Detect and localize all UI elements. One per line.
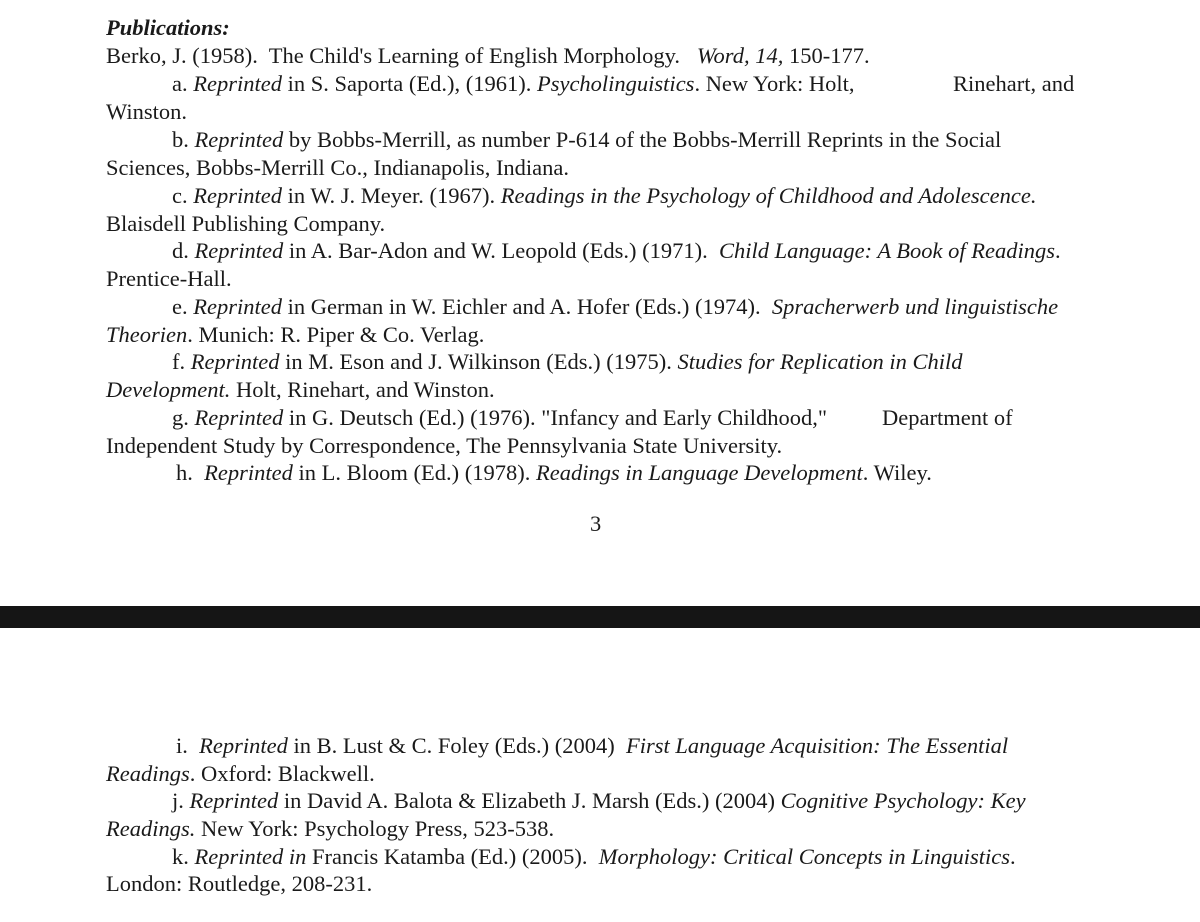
- reprint-f-line2: Development. Holt, Rinehart, and Winston.: [106, 377, 495, 402]
- reprint-c-line2: Blaisdell Publishing Company.: [106, 211, 386, 236]
- reprint-k-line1: k. Reprinted in Francis Katamba (Ed.) (2005). Morphology: Critical Concepts in Linguistics.: [172, 844, 1016, 869]
- section-heading: Publications:: [106, 15, 230, 40]
- reprint-b-line1: b. Reprinted by Bobbs-Merrill, as number P-614 of the Bobbs-Merrill Reprints in the Social: [172, 127, 1002, 152]
- reprint-d-line2: Prentice-Hall.: [106, 266, 232, 291]
- reprint-k-line2: London: Routledge, 208-231.: [106, 871, 373, 896]
- page-number: 3: [590, 511, 602, 536]
- reprint-g-line1: g. Reprinted in G. Deutsch (Ed.) (1976). "Infancy and Early Childhood,": [172, 405, 828, 430]
- reprint-j-line1: j. Reprinted in David A. Balota & Elizabeth J. Marsh (Eds.) (2004) Cognitive Psychology: Key: [172, 788, 1026, 813]
- reprint-a-line1-tail: Rinehart, and: [953, 71, 1075, 96]
- citation-pages: 150-177.: [788, 43, 870, 68]
- citation-author-year: Berko, J. (1958).: [106, 43, 258, 68]
- reprint-j-line2: Readings. New York: Psychology Press, 523-538.: [106, 816, 555, 841]
- citation-title: The Child's Learning of English Morphology.: [268, 43, 680, 68]
- main-citation: [106, 42, 870, 70]
- page-break-divider: [0, 606, 1200, 628]
- citation-journal: Word, 14,: [696, 43, 784, 68]
- reprint-a-line2: Winston.: [106, 99, 187, 124]
- reprint-f-line1: f. Reprinted in M. Eson and J. Wilkinson (Eds.) (1975). Studies for Replication in Child: [172, 349, 963, 374]
- reprint-e-line2: Theorien. Munich: R. Piper & Co. Verlag.: [106, 322, 485, 347]
- reprint-e-line1: e. Reprinted in German in W. Eichler and A. Hofer (Eds.) (1974). Spracherwerb und linguistische: [172, 294, 1059, 319]
- reprint-d-line1: d. Reprinted in A. Bar-Adon and W. Leopold (Eds.) (1971). Child Language: A Book of Readings.: [172, 238, 1061, 263]
- reprint-b-line2: Sciences, Bobbs-Merrill Co., Indianapolis, Indiana.: [106, 155, 570, 180]
- reprint-h-line1: h. Reprinted in L. Bloom (Ed.) (1978). Readings in Language Development. Wiley.: [176, 460, 932, 485]
- reprint-i-line2: Readings. Oxford: Blackwell.: [106, 761, 375, 786]
- reprint-i-line1: i. Reprinted in B. Lust & C. Foley (Eds.) (2004) First Language Acquisition: The Essential: [176, 733, 1009, 758]
- document-page-lower: [0, 628, 1200, 922]
- reprint-g-line2: Independent Study by Correspondence, The Pennsylvania State University.: [106, 433, 783, 458]
- reprint-a-line1: a. Reprinted in S. Saporta (Ed.), (1961). Psycholinguistics. New York: Holt,: [172, 71, 855, 96]
- reprint-g-line1-tail: Department of: [882, 405, 1013, 430]
- reprint-c-line1: c. Reprinted in W. J. Meyer. (1967). Readings in the Psychology of Childhood and Adolescence.: [172, 183, 1037, 208]
